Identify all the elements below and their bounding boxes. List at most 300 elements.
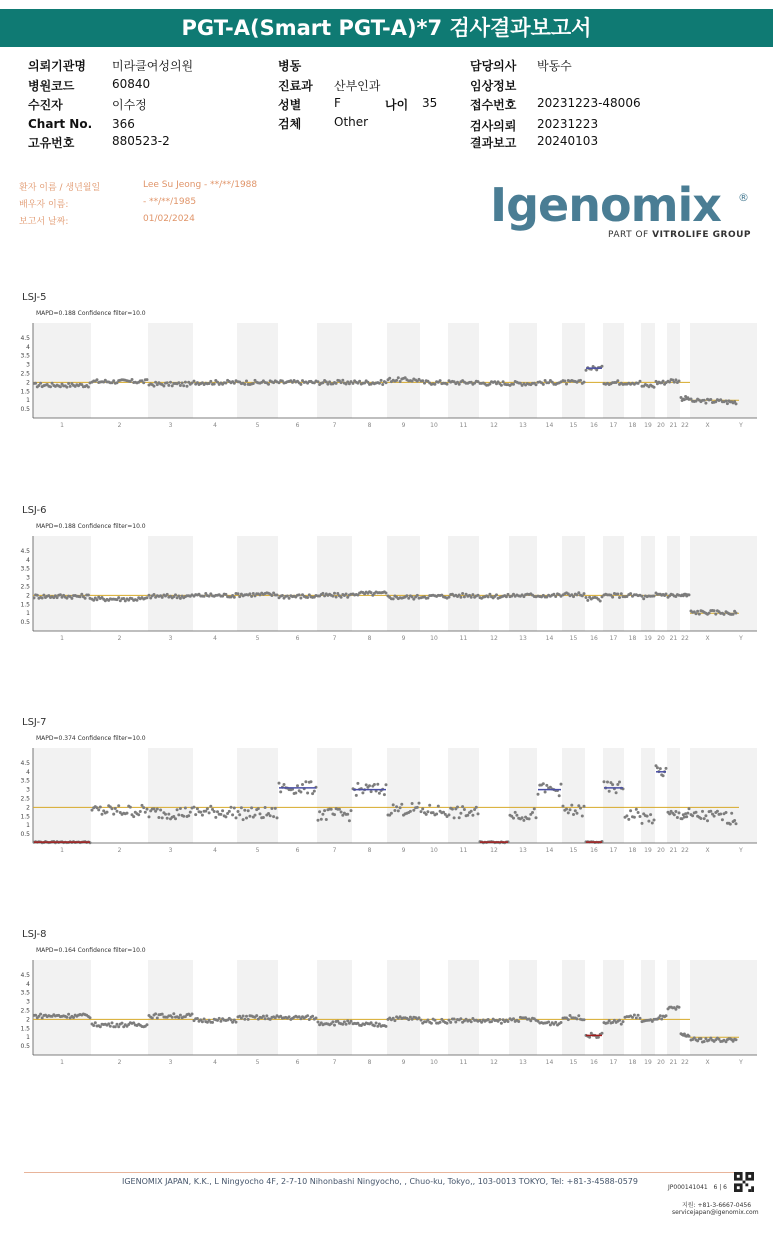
copy-number-point — [635, 808, 638, 811]
copy-number-point — [333, 1024, 336, 1027]
copy-number-point — [633, 816, 636, 819]
x-tick-label: 19 — [644, 847, 652, 854]
copy-number-point — [375, 1022, 378, 1025]
x-tick-label: 1 — [60, 635, 64, 642]
copy-number-point — [378, 792, 381, 795]
chromosome-band — [562, 323, 585, 418]
y-tick-label: 1 — [26, 610, 30, 618]
copy-number-point — [89, 1016, 92, 1019]
copy-number-point — [395, 805, 398, 808]
copy-number-point — [713, 609, 716, 612]
copy-number-point — [563, 380, 566, 383]
copy-number-point — [500, 1022, 503, 1025]
x-tick-label: Y — [739, 847, 743, 854]
copy-number-point — [425, 813, 428, 816]
chromosome-band — [148, 323, 193, 418]
copy-number-point — [167, 384, 170, 387]
footer-phone: 지원: +81-3-6667-0456 — [682, 1202, 752, 1209]
copy-number-point — [87, 386, 90, 389]
copy-number-point — [581, 815, 584, 818]
request-label: 검사의뢰 — [470, 119, 517, 133]
copy-number-point — [304, 780, 307, 783]
copy-number-point — [112, 813, 115, 816]
copy-number-point — [611, 596, 614, 599]
x-tick-label: 8 — [367, 1059, 372, 1066]
copy-number-point — [405, 594, 408, 597]
copy-number-point — [459, 596, 462, 599]
partner-label: 배우자 이름: — [19, 200, 69, 210]
x-tick-label: 14 — [545, 847, 554, 854]
y-tick-label: 1.5 — [20, 1025, 30, 1033]
copy-number-point — [242, 1015, 245, 1018]
copy-number-point — [627, 818, 630, 821]
x-tick-label: 7 — [332, 847, 337, 854]
y-tick-label: 4 — [26, 768, 30, 776]
copy-number-point — [585, 596, 588, 599]
copy-number-point — [673, 813, 676, 816]
copy-number-point — [385, 381, 388, 384]
x-tick-label: 4 — [213, 1059, 217, 1066]
copy-number-point — [698, 613, 701, 616]
copy-number-point — [325, 818, 328, 821]
y-tick-label: 4.5 — [20, 759, 30, 767]
copy-number-point — [186, 385, 189, 388]
y-tick-label: 2 — [26, 592, 30, 600]
copy-number-point — [390, 812, 393, 815]
copy-number-point — [393, 809, 396, 812]
qr-code-icon — [734, 1172, 754, 1192]
copy-number-point — [340, 811, 343, 814]
copy-number-point — [92, 1024, 95, 1027]
chromosome-band — [237, 960, 278, 1055]
x-tick-label: 9 — [401, 1059, 406, 1066]
copy-number-point — [703, 399, 706, 402]
x-tick-label: 18 — [628, 847, 637, 854]
dept-label: 진료과 — [278, 79, 313, 93]
y-tick-label: 3 — [26, 786, 30, 794]
copy-number-point — [176, 808, 179, 811]
copy-number-point — [264, 1017, 267, 1020]
copy-number-point — [454, 1021, 457, 1024]
copy-number-point — [196, 1017, 199, 1020]
copy-number-point — [250, 595, 253, 598]
copy-number-point — [117, 596, 120, 599]
copy-number-point — [320, 818, 323, 821]
copy-number-point — [109, 1025, 112, 1028]
copy-number-point — [688, 593, 691, 596]
age-label: 나이 — [385, 98, 409, 112]
copy-number-point — [562, 805, 565, 808]
copy-number-point — [331, 1020, 334, 1023]
copy-number-point — [243, 809, 246, 812]
copy-number-point — [397, 809, 400, 812]
copy-number-point — [615, 791, 618, 794]
chromosome-band — [387, 960, 420, 1055]
copy-number-point — [171, 1016, 174, 1019]
hospital-code-value: 60840 — [112, 77, 151, 91]
copy-number-point — [461, 592, 464, 595]
copy-number-point — [629, 592, 632, 595]
x-tick-label: X — [705, 422, 710, 429]
chromosome-band — [603, 536, 624, 631]
copy-number-point — [350, 1020, 353, 1023]
x-tick-label: 16 — [590, 635, 598, 642]
copy-number-point — [97, 808, 100, 811]
copy-number-point — [381, 383, 384, 386]
copy-number-point — [274, 807, 277, 810]
copy-number-point — [535, 383, 538, 386]
y-tick-label: 0.5 — [20, 619, 30, 627]
y-tick-label: 4 — [26, 343, 30, 351]
request-value: 20231223 — [537, 117, 599, 131]
copy-number-point — [437, 805, 440, 808]
copy-number-point — [174, 593, 177, 596]
copy-number-point — [618, 781, 621, 784]
copy-number-point — [233, 807, 236, 810]
copy-number-point — [665, 767, 668, 770]
copy-number-point — [641, 595, 644, 598]
y-tick-label: 2.5 — [20, 583, 30, 591]
copy-number-point — [466, 814, 469, 817]
copy-number-point — [323, 809, 326, 812]
copy-number-point — [529, 1019, 532, 1022]
plot-subtitle: MAPD=0.374 Confidence filter=10.0 — [36, 735, 146, 742]
copy-number-point — [321, 592, 324, 595]
copy-number-point — [490, 1020, 493, 1023]
copy-number-point — [179, 384, 182, 387]
copy-number-point — [361, 791, 364, 794]
copy-number-point — [126, 812, 129, 815]
cnv-plot-svg — [0, 315, 773, 440]
copy-number-point — [352, 382, 355, 385]
x-tick-label: 13 — [519, 635, 527, 642]
copy-number-point — [182, 815, 185, 818]
copy-number-point — [507, 1020, 510, 1023]
copy-number-point — [96, 378, 99, 381]
copy-number-point — [224, 382, 227, 385]
copy-number-point — [99, 1025, 102, 1028]
copy-number-point — [713, 815, 716, 818]
copy-number-point — [340, 596, 343, 599]
x-tick-label: 17 — [609, 635, 618, 642]
copy-number-point — [547, 1021, 550, 1024]
copy-number-point — [735, 612, 738, 615]
copy-number-point — [166, 593, 169, 596]
copy-number-point — [542, 383, 545, 386]
copy-number-point — [156, 1017, 159, 1020]
copy-number-point — [565, 808, 568, 811]
copy-number-point — [296, 784, 299, 787]
chromosome-band — [33, 960, 91, 1055]
footer-email[interactable]: servicejapan@igenomix.com — [672, 1209, 759, 1216]
x-tick-label: 13 — [519, 847, 527, 854]
cnv-plot-svg — [0, 528, 773, 653]
chromosome-band — [148, 536, 193, 631]
x-tick-label: 16 — [590, 1059, 598, 1066]
copy-number-point — [583, 381, 586, 384]
ward-label: 병동 — [278, 59, 302, 73]
copy-number-point — [392, 597, 395, 600]
copy-number-point — [142, 381, 145, 384]
y-tick-label: 1 — [26, 1034, 30, 1042]
copy-number-point — [201, 1020, 204, 1023]
chromosome-band — [509, 536, 537, 631]
chromosome-band — [448, 748, 479, 843]
copy-number-point — [111, 1021, 114, 1024]
copy-number-point — [380, 379, 383, 382]
copy-number-point — [569, 808, 572, 811]
copy-number-point — [635, 1017, 638, 1020]
copy-number-point — [224, 815, 227, 818]
copy-number-point — [376, 783, 379, 786]
chromosome-band — [317, 960, 352, 1055]
x-tick-label: 6 — [295, 1059, 300, 1066]
copy-number-point — [456, 806, 459, 809]
chromosome-band — [667, 748, 680, 843]
copy-number-point — [203, 1018, 206, 1021]
copy-number-point — [294, 792, 297, 795]
x-tick-label: 19 — [644, 1059, 652, 1066]
report-date-label: 결과보고 — [470, 136, 517, 150]
copy-number-point — [184, 807, 187, 810]
x-tick-label: 18 — [628, 1059, 637, 1066]
x-tick-label: Y — [739, 1059, 743, 1066]
report-title: PGT-A(Smart PGT-A)*7 검사결과보고서 — [0, 9, 773, 47]
copy-number-point — [618, 596, 621, 599]
chromosome-band — [317, 536, 352, 631]
y-tick-label: 3 — [26, 361, 30, 369]
copy-number-point — [678, 1006, 681, 1009]
copy-number-point — [579, 807, 582, 810]
x-tick-label: 10 — [430, 1059, 438, 1066]
chromosome-band — [237, 748, 278, 843]
copy-number-point — [345, 1023, 348, 1026]
x-tick-label: 22 — [681, 847, 689, 854]
specimen-value: Other — [334, 115, 369, 129]
copy-number-point — [393, 1019, 396, 1022]
copy-number-point — [237, 810, 240, 813]
y-tick-label: 1 — [26, 822, 30, 830]
copy-number-point — [34, 382, 37, 385]
copy-number-point — [67, 382, 70, 385]
report-date-value: 20240103 — [537, 134, 599, 148]
report-date-label-en: 보고서 날짜: — [19, 217, 69, 227]
copy-number-point — [735, 1038, 738, 1041]
copy-number-point — [703, 817, 706, 820]
copy-number-point — [301, 783, 304, 786]
copy-number-point — [459, 1017, 462, 1020]
chromosome-band — [690, 748, 757, 843]
copy-number-point — [153, 385, 156, 388]
copy-number-point — [400, 803, 403, 806]
plot-subtitle: MAPD=0.164 Confidence filter=10.0 — [36, 947, 146, 954]
x-tick-label: 20 — [657, 422, 665, 429]
x-tick-label: 5 — [255, 422, 260, 429]
y-tick-label: 4 — [26, 980, 30, 988]
copy-number-point — [533, 807, 536, 810]
x-tick-label: 5 — [255, 1059, 260, 1066]
copy-number-point — [174, 817, 177, 820]
copy-number-point — [639, 1017, 642, 1020]
copy-number-point — [270, 807, 273, 810]
x-tick-label: 17 — [609, 1059, 618, 1066]
copy-number-point — [435, 813, 438, 816]
copy-number-point — [416, 806, 419, 809]
copy-number-point — [59, 385, 62, 388]
copy-number-point — [162, 385, 165, 388]
copy-number-point — [39, 1013, 42, 1016]
x-tick-label: 16 — [590, 847, 598, 854]
chromosome-band — [690, 536, 757, 631]
chromosome-band — [509, 748, 537, 843]
copy-number-point — [99, 806, 102, 809]
copy-number-point — [703, 1040, 706, 1043]
copy-number-point — [639, 380, 642, 383]
copy-number-point — [449, 1021, 452, 1024]
logo-subtitle — [608, 230, 751, 240]
copy-number-point — [41, 597, 44, 600]
copy-number-point — [194, 813, 197, 816]
copy-number-point — [651, 822, 654, 825]
copy-number-point — [218, 1017, 221, 1020]
copy-number-point — [187, 814, 190, 817]
chromosome-band — [603, 748, 624, 843]
copy-number-point — [131, 378, 134, 381]
copy-number-point — [129, 806, 132, 809]
copy-number-point — [583, 1018, 586, 1021]
copy-number-point — [433, 383, 436, 386]
copy-number-point — [243, 1018, 246, 1021]
copy-number-point — [237, 592, 240, 595]
copy-number-point — [665, 593, 668, 596]
copy-number-point — [407, 1018, 410, 1021]
copy-number-point — [463, 808, 466, 811]
copy-number-point — [311, 792, 314, 795]
x-tick-label: 15 — [569, 847, 578, 854]
copy-number-point — [245, 1015, 248, 1018]
x-tick-label: 7 — [332, 422, 337, 429]
cnv-plot-svg — [0, 740, 773, 865]
y-tick-label: 1.5 — [20, 813, 30, 821]
x-tick-label: 3 — [168, 1059, 173, 1066]
copy-number-point — [517, 1020, 520, 1023]
copy-number-point — [335, 596, 338, 599]
y-tick-label: 2.5 — [20, 1007, 30, 1015]
copy-number-point — [177, 381, 180, 384]
copy-number-point — [477, 812, 480, 815]
footer-divider — [24, 1172, 754, 1173]
copy-number-point — [608, 790, 611, 793]
copy-number-point — [172, 1012, 175, 1015]
copy-number-point — [279, 790, 282, 793]
copy-number-point — [653, 386, 656, 389]
x-tick-label: 21 — [669, 1059, 678, 1066]
copy-number-point — [428, 804, 431, 807]
x-tick-label: 6 — [295, 422, 300, 429]
copy-number-point — [199, 811, 202, 814]
copy-number-point — [106, 811, 109, 814]
copy-number-point — [558, 794, 561, 797]
cnv-plot-1 — [0, 290, 773, 440]
copy-number-point — [370, 591, 373, 594]
copy-number-point — [385, 783, 388, 786]
x-tick-label: 22 — [681, 1059, 689, 1066]
copy-number-point — [139, 810, 142, 813]
copy-number-point — [688, 1035, 691, 1038]
x-tick-label: 9 — [401, 847, 406, 854]
copy-number-point — [554, 595, 557, 598]
plot-title: LSJ-5 — [22, 292, 47, 303]
copy-number-point — [208, 811, 211, 814]
patient-name-label: 환자 이름 / 생년월일 — [19, 183, 101, 193]
copy-number-point — [111, 807, 114, 810]
receipt-label: 접수번호 — [470, 98, 517, 112]
copy-number-point — [616, 593, 619, 596]
plot-title: LSJ-8 — [22, 929, 47, 940]
copy-number-point — [459, 812, 462, 815]
copy-number-point — [209, 380, 212, 383]
unique-no-label: 고유번호 — [28, 136, 75, 150]
copy-number-point — [341, 379, 344, 382]
copy-number-point — [649, 813, 652, 816]
copy-number-point — [243, 383, 246, 386]
chromosome-band — [448, 960, 479, 1055]
copy-number-point — [701, 810, 704, 813]
x-tick-label: 2 — [117, 1059, 122, 1066]
copy-number-point — [112, 379, 115, 382]
clinical-label: 임상정보 — [470, 79, 517, 93]
x-tick-label: 4 — [213, 422, 217, 429]
copy-number-point — [355, 794, 358, 797]
copy-number-point — [471, 593, 474, 596]
plot-title: LSJ-6 — [22, 505, 47, 516]
copy-number-point — [177, 813, 180, 816]
x-tick-label: 7 — [332, 1059, 337, 1066]
x-tick-label: 9 — [401, 635, 406, 642]
copy-number-point — [699, 1037, 702, 1040]
copy-number-point — [378, 382, 381, 385]
logo-sub-part: PART OF — [608, 230, 649, 240]
copy-number-point — [245, 817, 248, 820]
copy-number-point — [299, 597, 302, 600]
copy-number-point — [622, 1020, 625, 1023]
chromosome-band — [509, 960, 537, 1055]
copy-number-point — [96, 598, 99, 601]
copy-number-point — [601, 365, 604, 368]
copy-number-point — [166, 381, 169, 384]
copy-number-point — [696, 610, 699, 613]
copy-number-point — [583, 805, 586, 808]
copy-number-point — [247, 1018, 250, 1021]
doctor-label: 담당의사 — [470, 59, 517, 73]
copy-number-point — [235, 816, 238, 819]
x-tick-label: 10 — [430, 422, 438, 429]
copy-number-point — [211, 1021, 214, 1024]
x-tick-label: 4 — [213, 847, 217, 854]
footer-doc-code — [668, 1184, 727, 1191]
chromosome-band — [387, 323, 420, 418]
x-tick-label: 2 — [117, 847, 122, 854]
copy-number-point — [252, 382, 255, 385]
chromosome-band — [448, 536, 479, 631]
copy-number-point — [642, 597, 645, 600]
copy-number-point — [470, 1020, 473, 1023]
x-tick-label: 5 — [255, 635, 260, 642]
copy-number-point — [567, 1018, 570, 1021]
x-tick-label: 13 — [519, 422, 527, 429]
copy-number-point — [39, 382, 42, 385]
x-tick-label: 22 — [681, 422, 689, 429]
